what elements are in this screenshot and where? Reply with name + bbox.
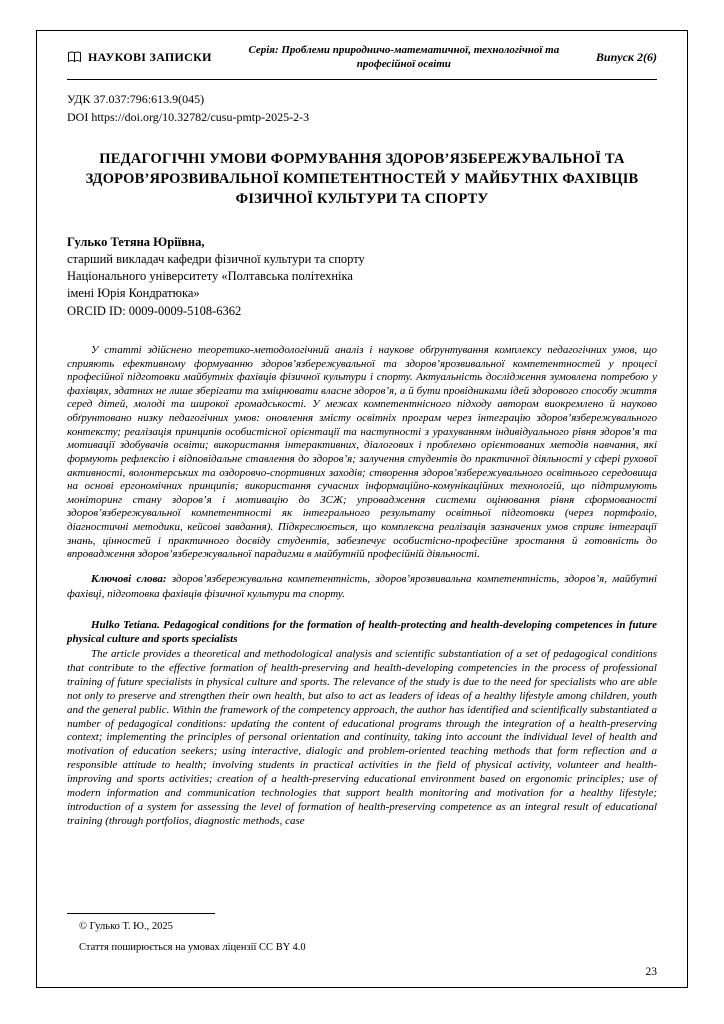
author-affiliation-1: Національного університету «Полтавська політехніка	[67, 269, 353, 284]
author-block	[67, 234, 657, 320]
abstract-uk: У статті здійснено теоретико-методологічний аналіз і наукове обґрунтування комплексу педагогічних умов, що сприяють ефективному формуванню здоров’язбережувальної та здоров’ярозвивальної компетентностей у процесі професійної підготовки майбутніх фахівців фізичної культури і спорту. Актуальність дослідження зумовлена потребою у фахівцях, здатних не лише зберігати та зміцнювати власне здоров’я, а й бути провідниками ідей здорового способу життя серед дітей, молоді та широкої громадськості. У межах компетентнісного підходу автором виокремлено й науково обґрунтовано низку педагогічних умов: оновлення змісту освітніх програм через інтеграцію здоров’язбережувального контексту; реалізація принципів особистісної орієнтації та наступності з урахуванням індивідуального рівня здоров’я та мотивації здобувачів освіти; використання інтерактивних, діалогових і проблемно орієнтованих методів навчання, які формують рефлексію і відповідальне ставлення до здоров’я; залучення студентів до практичної діяльності у сфері рухової активності, волонтерських та оздоровчо-спортивних заходів; створення здоров’язбережувального освітнього середовища на основі ергономічних принципів; використання сучасних інформаційно-комунікаційних технологій, що підтримують моніторинг стану здоров’я і мотивацію до ЗСЖ; упровадження системи оцінювання рівня сформованості здоров’язбережувальної компетентності як інтегрального результату освітньої підготовки (через портфоліо, діагностичні методики, кейсові завдання). Підкреслюється, що комплексна реалізація зазначених умов сприяє інтеграції знань, цінностей і практичного досвіду студентів, забезпечує особистісно-професійне зростання й готовність до впровадження здоров’язбережувальної парадигми в майбутній професійній діяльності.	[67, 343, 657, 561]
running-header	[67, 43, 657, 72]
doi-link[interactable]: DOI https://doi.org/10.32782/cusu-pmtp-2025-2-3	[67, 110, 310, 125]
journal-name-label: НАУКОВІ ЗАПИСКИ	[88, 49, 212, 64]
keywords	[67, 572, 657, 602]
footnote-rule	[67, 913, 215, 914]
page-number: 23	[645, 966, 657, 978]
abstract-en-text: The article provides a theoretical and methodological analysis and scientific substantiation of a set of pedagogical conditions that contribute to the effective formation of health-preserving and health-developing competencies in the process of professional training of future specialists in physical culture and sports. The relevance of the study is due to the need for specialists who are able not only to preserve and strengthen their own health, but also to act as leaders of ideas of a healthy lifestyle among children, youth and the general public. Within the framework of the competency approach, the author has identified and scientifically substantiated a number of pedagogical conditions: updating the content of educational programs through the integration of a health-preserving context; implementing the principles of personal orientation and continuity, taking into account the individual level of health and motivation of education seekers; using interactive, dialogic and problem-oriented teaching methods that form reflection and a responsible attitude to health; involving students in practical activities in the field of physical activity, volunteer and health-improving and sports activities; creation of a health-preserving educational environment based on ergonomic principles; use of modern information and communication technologies that support health monitoring and motivation for a healthy lifestyle; introduction of a system for assessing the level of formation of health-preserving competence as an integral result of educational training (through portfolios, diagnostic methods, case	[67, 648, 657, 827]
keywords-label: Ключові слова:	[91, 572, 167, 585]
author-orcid: ORCID ID: 0009-0009-5108-6362	[67, 303, 242, 318]
journal-name	[67, 50, 212, 65]
author-position: старший викладач кафедри фізичної культури та спорту	[67, 251, 365, 266]
abstract-en-title: Hulko Tetiana. Pedagogical conditions for the formation of health-protecting and health-developing competences in future physical culture and sports specialists	[67, 618, 657, 645]
series-title: Серія: Проблеми природничо-математичної, технологічної та професійної освіти	[248, 44, 560, 71]
keywords-text: здоров’язбережувальна компетентність, здоров’ярозвивальна компетентність, здоров’я, майбутні фахівці, підготовка фахівців фізичної культури та спорту.	[67, 572, 658, 600]
article-title: ПЕДАГОГІЧНІ УМОВИ ФОРМУВАННЯ ЗДОРОВ’ЯЗБЕРЕЖУВАЛЬНОЇ ТА ЗДОРОВ’ЯРОЗВИВАЛЬНОЇ КОМПЕТЕНТНОСТЕЙ У МАЙБУТНІХ ФАХІВЦІВ ФІЗИЧНОЇ КУЛЬТУРИ ТА СПОРТУ	[85, 150, 639, 208]
author-affiliation-2: імені Юрія Кондратюка»	[67, 286, 200, 301]
author-name: Гулько Тетяна Юріївна,	[67, 234, 205, 249]
issue-label: Випуск 2(6)	[595, 49, 657, 64]
udk-line: УДК 37.037:796:613.9(045)	[67, 91, 205, 106]
license-line: Стаття поширюється на умовах ліцензії CC BY 4.0	[79, 942, 306, 953]
book-icon	[67, 51, 82, 63]
copyright-line: © Гулько Т. Ю., 2025	[79, 921, 173, 932]
footer-block	[67, 913, 657, 953]
header-rule	[67, 79, 657, 80]
journal-page	[36, 30, 688, 988]
